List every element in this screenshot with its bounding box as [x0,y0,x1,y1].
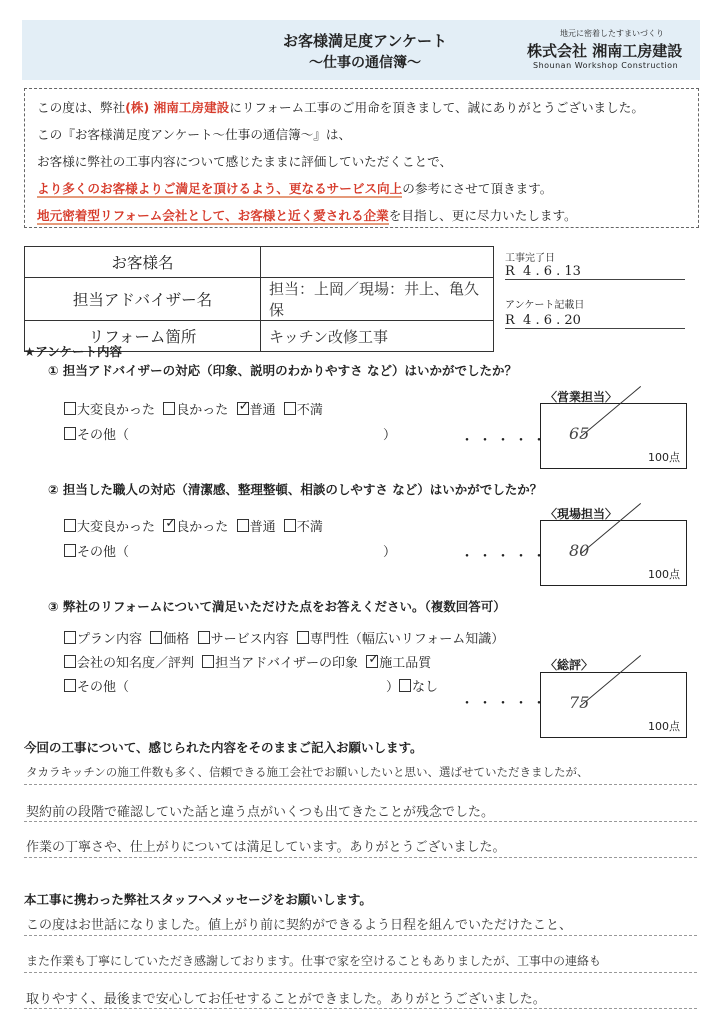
comment-rule [24,857,697,858]
checkbox[interactable] [150,631,162,644]
reform-location-field[interactable]: キッチン改修工事 [261,321,494,352]
comment-line-1[interactable]: タカラキッチンの施工件数も多く、信頼できる施工会社でお願いしたいと思い、選ばせていただきましたが、 [26,765,589,779]
q1-score-max: 100点 [648,451,680,464]
checkbox[interactable] [284,519,296,532]
q2-score-max: 100点 [648,568,680,581]
q3-score-value: 75 [569,693,590,712]
q2-score-box[interactable] [540,520,687,586]
intro-line-5: 地元密着型リフォーム会社として、お客様と近く愛される企業を目指し、更に尽力いたします。 [37,208,577,223]
company-tagline: 地元に密着したすまいづくり [560,29,664,38]
q3-row2 [64,652,431,671]
q1-score-box[interactable] [540,403,687,469]
q3-score-label: 〈総評〉 [545,658,594,672]
q3-opt-expertise[interactable]: 専門性（幅広いリフォーム知識） [297,632,504,647]
comment-line-2[interactable]: 契約前の段階で確認していた話と違う点がいくつも出てきたことが残念でした。 [26,805,495,820]
survey-date-label: アンケート記載日 [505,300,585,311]
survey-heading: ★アンケート内容 [24,344,122,359]
q2-opt-3[interactable]: 普通 [237,520,276,535]
customer-info-table [24,246,494,352]
checkbox[interactable] [64,544,76,557]
intro-line-3: お客様に弊社の工事内容について感じたままに評価していただくことで、 [37,154,453,169]
checkbox-checked[interactable]: ✓ [165,516,177,531]
q3-score-box[interactable] [540,672,687,738]
checkbox[interactable] [284,402,296,415]
message-line-3[interactable]: 取りやすく、最後まで安心してお任せすることができました。ありがとうございました。 [26,992,546,1007]
q1-text: ① 担当アドバイザーの対応（印象、説明のわかりやすさ など）はいかがでしたか？ [48,363,518,378]
customer-name-field[interactable] [261,247,494,278]
q2-options [64,516,323,535]
q3-opt-advisor[interactable]: 担当アドバイザーの印象 [202,656,358,671]
checkbox[interactable] [64,427,76,440]
customer-name-label: お客様名 [25,247,261,278]
message-heading: 本工事に携わった弊社スタッフへメッセージをお願いします。 [24,892,372,907]
survey-date-field[interactable]: R 4 . 6 . 20 [505,313,685,329]
intro-line-1: この度は、弊社(株) 湘南工房建設にリフォーム工事のご用命を頂きまして、誠にありがとうございました。 [37,100,644,115]
q2-opt-1[interactable]: 大変良かった [64,520,155,535]
q3-text: ③ 弊社のリフォームについて満足いただけた点をお答えください。（複数回答可） [48,599,506,614]
q3-opt-quality[interactable]: ✓ 施工品質 [368,652,432,671]
q2-score-value: 80 [569,541,590,560]
form-subtitle: 〜仕事の通信簿〜 [309,55,421,71]
company-name: 株式会社 湘南工房建設 [527,42,683,60]
checkbox[interactable] [237,519,249,532]
q2-opt-4[interactable]: 不満 [284,520,323,535]
q3-opt-price[interactable]: 価格 [150,632,189,647]
q2-other-close: ） [383,545,397,560]
q1-other-close: ） [383,428,397,443]
checkbox[interactable] [64,655,76,668]
checkbox[interactable] [64,679,76,692]
checkbox[interactable] [64,631,76,644]
advisor-name-field[interactable]: 担当：上岡／現場：井上、亀久保 [261,278,494,321]
message-rule [24,935,697,936]
q3-opt-plan[interactable]: プラン内容 [64,632,142,647]
comment-rule [24,821,697,822]
completion-date-label: 工事完了日 [505,253,555,264]
checkbox[interactable] [202,655,214,668]
q2-text: ② 担当した職人の対応（清潔感、整理整頓、相談のしやすさ など）はいかがでしたか？ [48,482,543,497]
reform-location-label: リフォーム箇所 [25,321,261,352]
q1-score-label: 〈営業担当〉 [545,390,618,404]
checkbox[interactable] [64,402,76,415]
q3-opt-service[interactable]: サービス内容 [198,632,289,647]
q3-other-close: ） なし [386,680,439,695]
checkbox[interactable] [399,679,411,692]
form-title: お客様満足度アンケート [282,32,448,50]
q3-opt-reputation[interactable]: 会社の知名度／評判 [64,656,194,671]
completion-date-field[interactable]: R 4 . 6 . 13 [505,264,685,280]
checkbox[interactable] [64,519,76,532]
intro-line-4: より多くのお客様よりご満足を頂けるよう、更なるサービス向上の参考にさせて頂きます。 [37,181,553,196]
q1-opt-2[interactable]: 良かった [163,403,228,418]
q1-other[interactable]: その他（ [64,424,129,443]
checkbox[interactable] [297,631,309,644]
q3-dots: ・・・・・ [460,696,550,712]
q1-dots: ・・・・・ [460,433,550,449]
message-line-2[interactable]: また作業も丁寧にしていただき感謝しております。仕事で家を空けることもありましたが、工事中の連絡も [26,954,602,968]
checkbox-checked[interactable]: ✓ [368,652,380,667]
advisor-name-label: 担当アドバイザー名 [25,278,261,321]
q2-dots: ・・・・・ [460,549,550,565]
message-rule [24,1008,697,1009]
q3-score-max: 100点 [648,720,680,733]
intro-box [24,88,699,228]
message-line-1[interactable]: この度はお世話になりました。値上がり前に契約ができるよう日程を組んでいただけたこと、 [26,918,573,933]
company-name-en: Shounan Workshop Construction [533,61,679,70]
q3-row1 [64,628,504,647]
comment-line-3[interactable]: 作業の丁寧さや、仕上がりについては満足しています。ありがとうございました。 [26,840,506,855]
comment-rule [24,784,697,785]
q2-other[interactable]: その他（ [64,541,129,560]
q1-opt-4[interactable]: 不満 [284,403,323,418]
q1-opt-1[interactable]: 大変良かった [64,403,155,418]
q1-score-value: 65 [569,424,590,443]
checkbox-checked[interactable]: ✓ [238,399,250,414]
q1-opt-3[interactable]: ✓ 普通 [238,399,276,418]
checkbox[interactable] [163,402,175,415]
q2-score-label: 〈現場担当〉 [545,507,618,521]
intro-line-2: この『お客様満足度アンケート〜仕事の通信簿〜』は、 [37,127,352,142]
checkbox[interactable] [198,631,210,644]
q1-options [64,399,323,418]
q2-opt-2[interactable]: ✓ 良かった [165,516,229,535]
q3-other[interactable]: その他（ [64,676,129,695]
comments-heading: 今回の工事について、感じられた内容をそのままご記入お願いします。 [24,740,423,755]
message-rule [24,972,697,973]
